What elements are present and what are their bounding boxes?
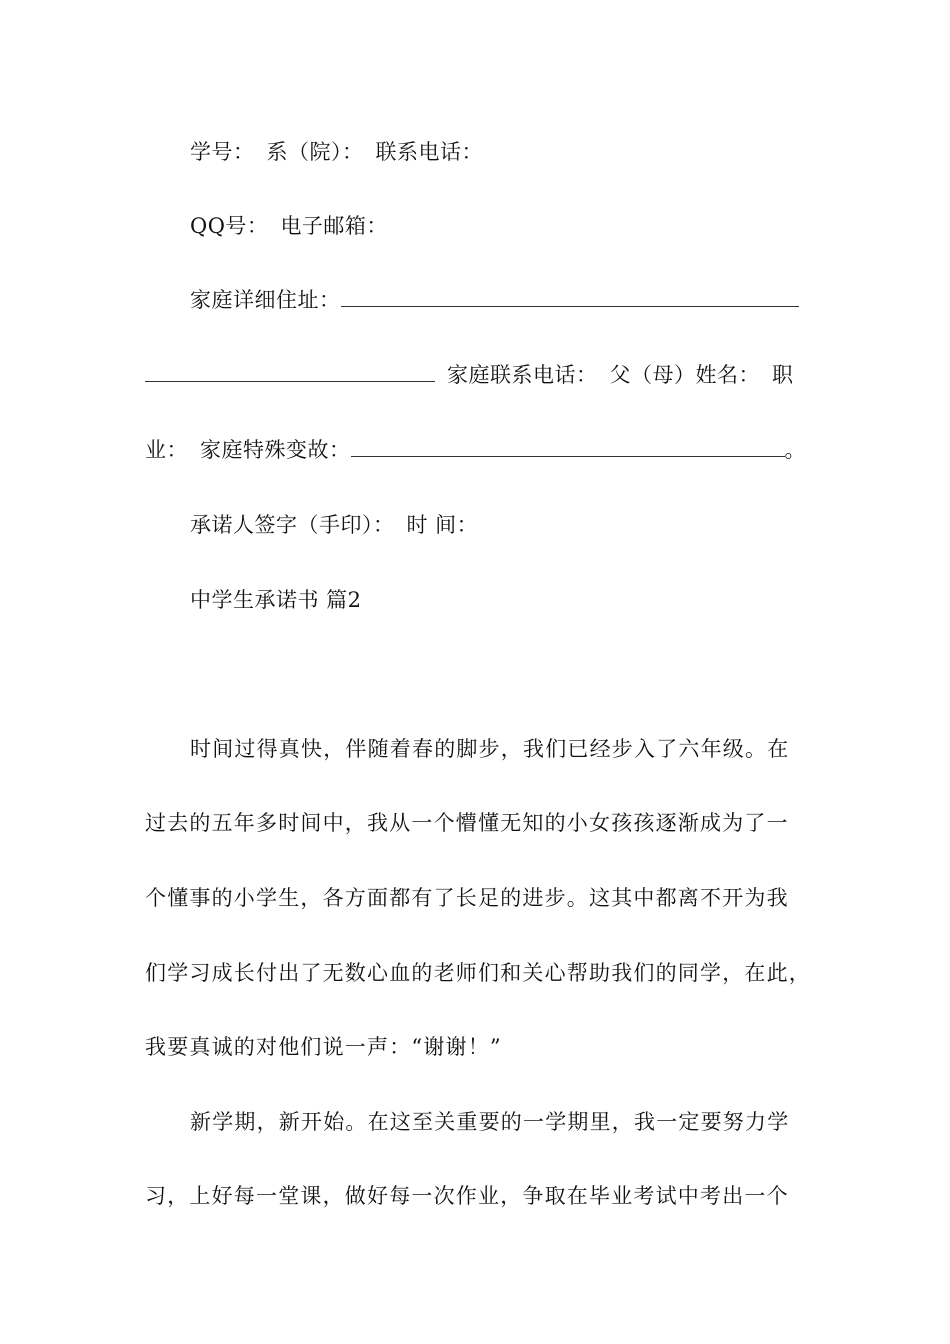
- form-row-address: [190, 280, 870, 320]
- address-blank-continued: [145, 355, 435, 382]
- home-phone-label: 家庭联系电话：: [447, 363, 598, 387]
- paragraph-1-line: 时间过得真快，伴随着春的脚步，我们已经步入了六年级。在: [190, 737, 790, 761]
- paragraph-1-line: 我要真诚的对他们说一声：“谢谢！”: [145, 1035, 502, 1059]
- paragraph-1-line: 个懂事的小学生，各方面都有了长足的进步。这其中都离不开为我: [145, 886, 789, 910]
- form-row-contact: [190, 132, 870, 172]
- form-row-online: [190, 206, 870, 246]
- special-change-label: 家庭特殊变故：: [200, 438, 351, 462]
- special-change-blank: [351, 430, 785, 457]
- paragraph-2-line: 习，上好每一堂课，做好每一次作业，争取在毕业考试中考出一个: [145, 1184, 789, 1208]
- form-row-signature: [190, 505, 870, 545]
- email-label: 电子邮箱：: [280, 214, 388, 238]
- paragraph-1-line: 们学习成长付出了无数心血的老师们和关心帮助我们的同学，在此，: [145, 961, 811, 985]
- parent-name-label: 父（母）姓名：: [609, 363, 760, 387]
- time-label: 时 间：: [406, 513, 479, 537]
- section-title: 中学生承诺书 篇2: [190, 588, 362, 612]
- paragraph-2-line: 新学期，新开始。在这至关重要的一学期里，我一定要努力学: [190, 1110, 790, 1134]
- form-row-special: [145, 430, 825, 470]
- occupation-label-end: 业：: [145, 438, 188, 462]
- address-blank: [341, 280, 799, 307]
- paragraph-1-line: 过去的五年多时间中，我从一个懵懂无知的小女孩孩逐渐成为了一: [145, 811, 789, 835]
- phone-label: 联系电话：: [375, 140, 483, 164]
- form-row-family: [145, 355, 825, 395]
- student-no-label: 学号：: [190, 140, 255, 164]
- address-label: 家庭详细住址：: [190, 288, 341, 312]
- period-mark: 。: [784, 438, 806, 462]
- signature-label: 承诺人签字（手印）：: [190, 513, 395, 537]
- department-label: 系（院）：: [266, 140, 364, 164]
- occupation-label-start: 职: [772, 363, 794, 387]
- qq-label: QQ号：: [190, 214, 269, 238]
